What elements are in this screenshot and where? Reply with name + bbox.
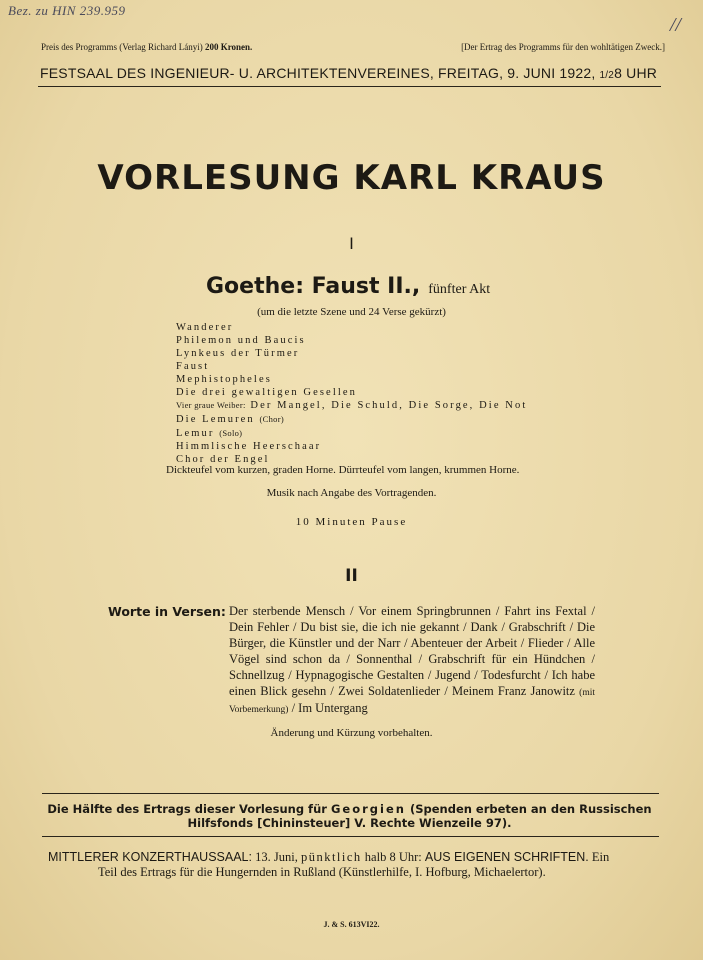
- music-note: Musik nach Angabe des Vortragenden.: [266, 487, 437, 499]
- next-event-note: MITTLERER KONZERTHAUSSAAL: 13. Juni, pünktlich halb 8 Uhr: AUS EIGENEN SCHRIFTEN. Ein Teil des Ertrags für die Hungernden in Rußland (Künstlerhilfe, I. Hofburg, Michaelertor).: [48, 850, 610, 879]
- poem-list: Der sterbende Mensch / Vor einem Springbrunnen / Fahrt ins Fextal / Dein Fehler / Du bist sie, die ich nie gekannt / Dank / Grabschrift / Die Bürger, die Künstler und der Narr / Abenteuer der Arbeit / Flieder / Alle Vögel sind schon da / Sonnenthal / Grabschrift für ein Hündchen / Schnellzug / Hypnagogische Gestalten / Jugend / Todesfurcht / Ich habe einen Blick gesehn / Zwei Soldatenlieder / Meinem Franz Janowitz (mit Vorbemerkung) / Im Untergang: [229, 604, 596, 716]
- pencil-annotation-left: Bez. zu HIN 239.959: [8, 3, 126, 18]
- divider-middle: [42, 793, 659, 794]
- cast-item: Lynkeus der Türmer: [176, 347, 300, 359]
- program-price: Preis des Programms (Verlag Richard Lányi) 200 Kronen.: [41, 42, 253, 52]
- work-title: Goethe: Faust II.,: [206, 274, 421, 299]
- printer-mark: J. & S. 613VI22.: [323, 920, 380, 929]
- devils-line: Dickteufel vom kurzen, graden Horne. Dürrteufel vom langen, krummen Horne.: [166, 464, 520, 476]
- cast-item: Wanderer: [176, 322, 234, 333]
- intermission-note: 10 Minuten Pause: [295, 516, 408, 528]
- divider-top: [38, 86, 661, 87]
- cast-item: Die Lemuren (Chor): [176, 414, 284, 426]
- proceeds-note: [Der Ertrag des Programms für den wohltätigen Zweck.]: [461, 42, 665, 52]
- price-line: [41, 42, 665, 52]
- cast-item: Mephistopheles: [176, 373, 272, 385]
- pencil-annotation-right: //: [669, 14, 681, 36]
- cast-item: Faust: [176, 360, 210, 372]
- cast-item: Vier graue Weiber: Der Mangel, Die Schuld, Die Sorge, Die Not: [176, 400, 528, 412]
- part-one-numeral: I: [349, 234, 354, 253]
- work-heading: [206, 274, 490, 299]
- venue-line: FESTSAAL DES INGENIEUR- U. ARCHITEKTENVEREINES, FREITAG, 9. JUNI 1922, 1/28 UHR: [40, 65, 658, 81]
- reservation-note: Änderung und Kürzung vorbehalten.: [270, 727, 433, 739]
- cast-item: Lemur (Solo): [176, 428, 243, 440]
- page-title: VORLESUNG KARL KRAUS: [97, 158, 606, 198]
- cast-item: Philemon und Baucis: [176, 334, 306, 346]
- divider-bottom: [42, 836, 659, 837]
- cast-item: Chor der Engel: [176, 454, 270, 466]
- part-two-numeral: II: [345, 566, 358, 586]
- charity-note: Die Hälfte des Ertrags dieser Vorlesung für Georgien (Spenden erbeten an den Russischen Hilfsfonds [Chininsteuer] V. Rechte Wienzeile 97).: [47, 802, 652, 830]
- cast-item: Himmlische Heerschaar: [176, 441, 322, 453]
- cast-list: [176, 322, 527, 467]
- work-act: fünfter Akt: [428, 282, 491, 297]
- cast-item: Die drei gewaltigen Gesellen: [176, 386, 357, 398]
- cut-note: (um die letzte Szene und 24 Verse gekürzt): [257, 306, 446, 318]
- verses-label: Worte in Versen:: [108, 604, 226, 619]
